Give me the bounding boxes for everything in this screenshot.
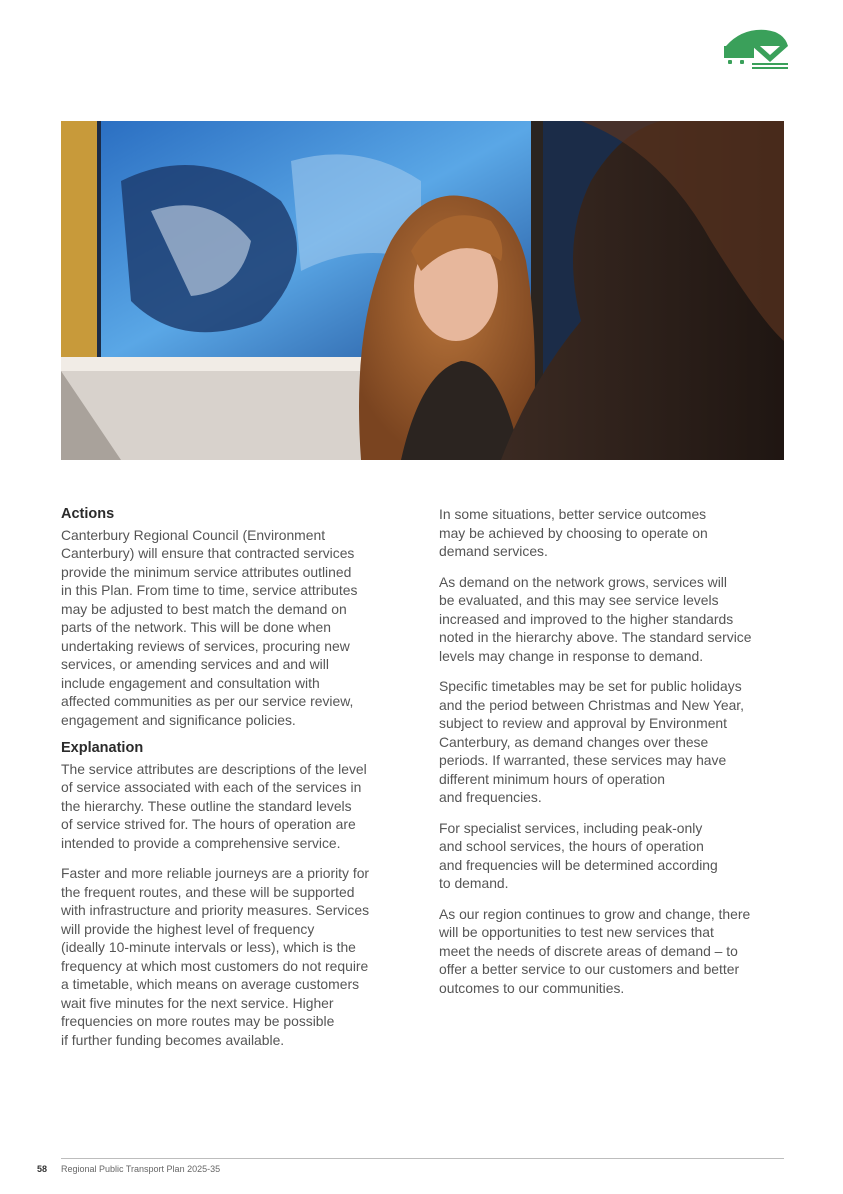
right-paragraph-2: As demand on the network grows, services will be evaluated, and this may see service levels increased and improved to the higher standards noted in the hierarchy above. The standard service levels may change in response to demand. bbox=[439, 573, 752, 664]
bus-tree-logo-icon bbox=[722, 26, 790, 70]
explanation-heading: Explanation bbox=[61, 740, 144, 756]
girl-on-bus-photo bbox=[61, 121, 784, 460]
footer-title: Regional Public Transport Plan 2025-35 bbox=[61, 1164, 221, 1174]
right-paragraph-1: In some situations, better service outcomes may be achieved by choosing to operate on demand services. bbox=[439, 506, 708, 559]
left-column bbox=[61, 505, 406, 1049]
actions-paragraph: Canterbury Regional Council (Environment Canterbury) will ensure that contracted services provide the minimum service attributes outlined in this Plan. From time to time, service attributes may be adjusted to best match the demand on parts of the network. This will be done when undertaking reviews of services, procuring new services, or amending services and and will include engagement and consultation with affected communities as per our service review, engagement and significance policies. bbox=[61, 526, 358, 728]
page-number: 58 bbox=[37, 1164, 48, 1174]
right-paragraph-5: As our region continues to grow and change, there will be opportunities to test new services that meet the needs of discrete areas of demand – to offer a better service to our customers and better outcomes to our communities. bbox=[439, 905, 751, 996]
actions-heading: Actions bbox=[61, 506, 115, 522]
explanation-paragraph-2: Faster and more reliable journeys are a priority for the frequent routes, and these will be supported with infrastructure and priority measures. Services will provide the highest level of frequency (ideally 10-minute intervals or less), which is the frequency at which most customers do not require a timetable, which means on average customers wait five minutes for the next service. Higher frequencies on more routes may be possible if further funding becomes available. bbox=[61, 865, 370, 1048]
right-paragraph-4: For specialist services, including peak-only and school services, the hours of operation and frequencies will be determined according to demand. bbox=[439, 819, 718, 891]
right-column bbox=[439, 505, 784, 997]
footer-divider bbox=[61, 1158, 784, 1159]
explanation-paragraph-1: The service attributes are descriptions of the level of service associated with each of the services in the hierarchy. These outline the standard levels of service strived for. The hours of operation are intended to provide a comprehensive service. bbox=[61, 760, 367, 851]
right-paragraph-3: Specific timetables may be set for public holidays and the period between Christmas and New Year, subject to review and approval by Environment Canterbury, as demand changes over these periods. If warranted, these services may have different minimum hours of operation and frequencies. bbox=[439, 678, 745, 805]
